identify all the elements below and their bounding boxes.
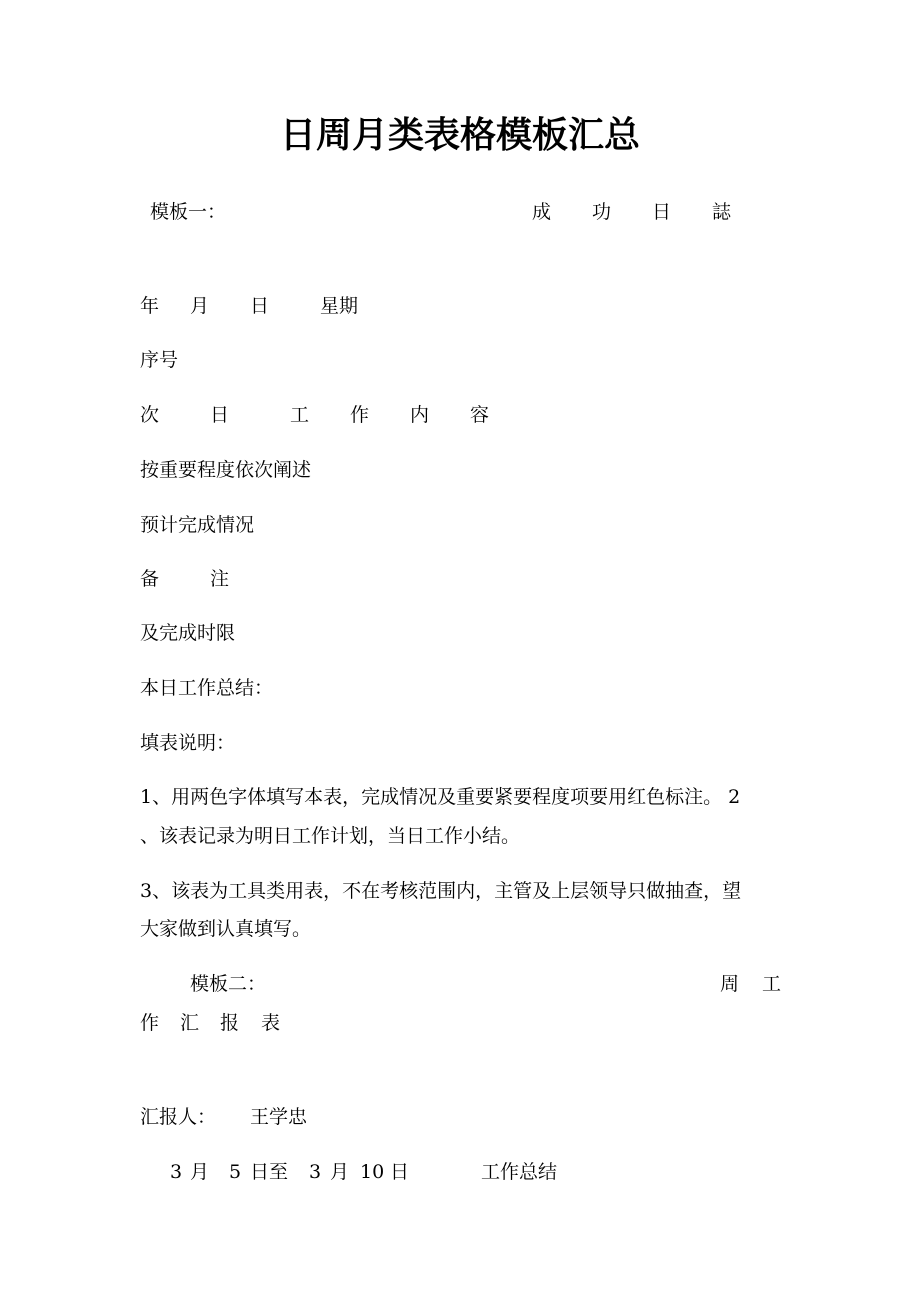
deadline-label: 及完成时限: [140, 622, 236, 644]
work-summary-label: 工作总结: [481, 1161, 558, 1183]
reporter-name: 王学忠: [250, 1106, 308, 1128]
sequence-label: 序号: [140, 349, 179, 371]
date-weekday-label: 星期: [320, 295, 359, 317]
period-part: 月: [190, 1161, 210, 1183]
template1-heading-char: 日: [652, 201, 672, 223]
period-part: 日: [390, 1161, 410, 1183]
period-part: 5: [229, 1161, 242, 1183]
remark-char: 注: [210, 568, 230, 590]
period-part: 3: [309, 1161, 322, 1183]
date-day-label: 日: [250, 295, 270, 317]
template2-heading-char: 报: [220, 1012, 240, 1034]
template1-label: 模板一：: [150, 201, 227, 223]
daily-summary-label: 本日工作总结：: [140, 677, 274, 699]
next-day-work-char: 作: [350, 404, 370, 426]
period-part: 日至: [250, 1161, 289, 1183]
priority-label: 按重要程度依次阐述: [140, 459, 312, 481]
next-day-work-char: 内: [410, 404, 430, 426]
instruction-note-3-line-1: 3、该表为工具类用表，不在考核范围内，主管及上层领导只做抽查，望: [140, 880, 742, 902]
period-part: 10: [360, 1161, 385, 1183]
period-part: 月: [330, 1161, 350, 1183]
next-day-work-char: 容: [470, 404, 490, 426]
template2-label: 模板二：: [190, 973, 267, 995]
template2-heading-char: 作: [140, 1012, 160, 1034]
next-day-work-char: 次: [140, 404, 160, 426]
date-month-label: 月: [190, 295, 210, 317]
instructions-label: 填表说明：: [140, 732, 236, 754]
date-year-label: 年: [140, 295, 160, 317]
template2-heading-char: 工: [762, 973, 782, 995]
instruction-note-1-line-2: 、该表记录为明日工作计划，当日工作小结。: [140, 825, 521, 847]
remark-char: 备: [140, 568, 160, 590]
template2-heading-char: 汇: [180, 1012, 200, 1034]
reporter-label: 汇报人：: [140, 1106, 217, 1128]
period-part: 3: [170, 1161, 183, 1183]
page-title: 日周月类表格模板汇总: [279, 115, 640, 156]
instruction-note-3-line-2: 大家做到认真填写。: [140, 918, 312, 940]
next-day-work-char: 日: [210, 404, 230, 426]
instruction-note-1-line-1: 1、用两色字体填写本表，完成情况及重要紧要程度项要用红色标注。 2: [140, 786, 741, 808]
expected-completion-label: 预计完成情况: [140, 514, 255, 536]
template2-heading-char: 表: [261, 1012, 281, 1034]
template1-heading-char: 成: [532, 201, 552, 223]
template2-heading-char: 周: [720, 973, 740, 995]
template1-heading-char: 功: [592, 201, 612, 223]
template1-heading-char: 誌: [712, 201, 732, 223]
next-day-work-char: 工: [290, 404, 310, 426]
